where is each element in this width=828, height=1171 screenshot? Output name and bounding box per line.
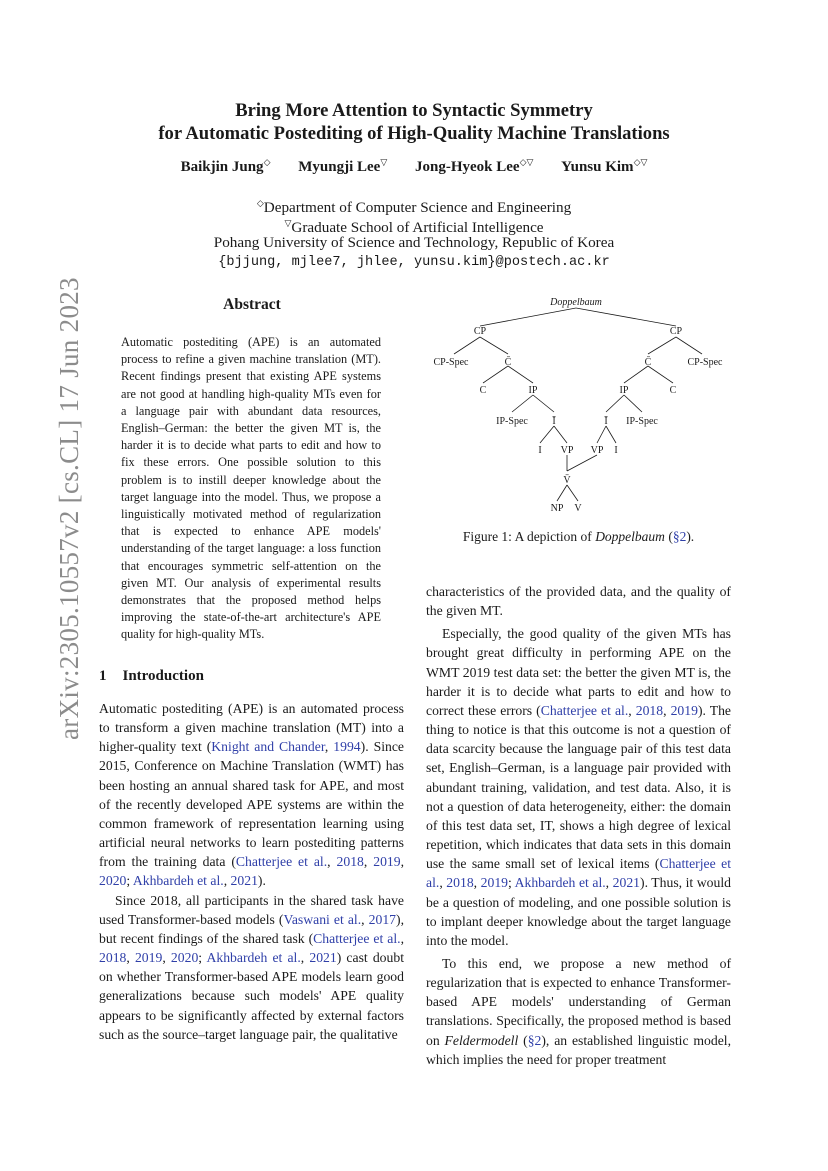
- citation-link[interactable]: Vaswani et al.: [283, 911, 362, 927]
- author: Baikjin Jung◇: [180, 157, 271, 175]
- tree-node-label: C̄: [644, 357, 652, 368]
- paragraph: Especially, the good quality of the given MTs has brought great difficulty in performing APE on the WMT 2019 test data set: the better the given MT is, the harder it is to decide what parts to edit and how to correct these errors (Chatterjee et al., 2018, 2019). The thing to notice is that this outcome is not a question of data scarcity because the language pair of this test data set, English–German, is a language pair provided with abundant training, validation, and test data. Also, it is not a question of data heterogeneity, either: the domain of this test data set, IT, shows a high degree of lexical repetition, which indicates that data sets in this domain use the same small set of lexical items (Chatterjee et al., 2018, 2019; Akhbardeh et al., 2021). Thus, it would be a question of modeling, and one possible solution is to implant deeper knowledge about the target language into the model.: [426, 626, 731, 948]
- section-heading-introduction: 1 Introduction: [99, 668, 204, 684]
- tree-node-label: V̄: [563, 475, 571, 486]
- tree-node-label: CP: [473, 326, 487, 337]
- left-column-body: [99, 699, 404, 1044]
- author-list: [0, 157, 828, 176]
- citation-link[interactable]: 2019: [670, 702, 698, 718]
- right-column-body: [426, 582, 731, 1069]
- doppelbaum-tree-figure: [426, 295, 731, 520]
- tree-node-label: IP-Spec: [626, 416, 658, 427]
- citation-link[interactable]: Chatterjee et al.: [426, 856, 731, 891]
- citation-link[interactable]: 2020: [99, 873, 127, 889]
- abstract-heading: Abstract: [223, 296, 281, 313]
- citation-link[interactable]: 2021: [309, 950, 337, 966]
- tree-node-label: C̄: [504, 357, 512, 368]
- paper-title-line-1: Bring More Attention to Syntactic Symmetry: [235, 100, 593, 121]
- citation-link[interactable]: 2019: [373, 854, 401, 870]
- tree-node-label: I: [614, 445, 618, 456]
- affiliation-department: ◇Department of Computer Science and Engineering: [256, 198, 572, 217]
- tree-node-label: CP: [669, 326, 683, 337]
- tree-node-label: IP: [619, 385, 629, 396]
- tree-node-label: NP: [550, 503, 564, 514]
- tree-node-label: Ī: [552, 416, 556, 427]
- arxiv-identifier: arXiv:2305.10557v2 [cs.CL] 17 Jun 2023: [54, 277, 84, 740]
- citation-link[interactable]: Akhbardeh et al.: [132, 873, 224, 889]
- tree-node-label: CP-Spec: [687, 357, 723, 368]
- tree-node-label: IP-Spec: [496, 416, 528, 427]
- citation-link[interactable]: 1994: [333, 739, 361, 755]
- citation-link[interactable]: Akhbardeh et al.: [514, 875, 606, 891]
- citation-link[interactable]: 2017: [368, 911, 397, 927]
- tree-node-label: VP: [590, 445, 604, 456]
- tree-root-label: Doppelbaum: [550, 297, 602, 308]
- paragraph: Automatic postediting (APE) is an automated process to transform a given machine translation (MT) into a higher-quality text (Knight and Chander, 1994). Since 2015, Conference on Machine Translation (WMT) has been hosting an annual shared task for APE, and most of the recently developed APE systems are within the common framework of representation learning using artificial neural networks to learn postediting patterns from the training data (Chatterjee et al., 2018, 2019, 2020; Akhbardeh et al., 2021).: [99, 701, 405, 889]
- tree-node-label: I: [538, 445, 542, 456]
- paragraph: Since 2018, all participants in the shared task have used Transformer-based models (Vaswani et al., 2017), but recent findings of the shared task (Chatterjee et al., 2018, 2019, 2020; Akhbardeh et al., 2021) cast doubt on whether Transformer-based APE models learn good generalizations because such models' APE quality appears to be significantly affected by external factors such as the source–target language pair, the qualitative: [99, 892, 405, 1042]
- author: Myungji Lee▽: [298, 157, 388, 175]
- tree-node-label: C: [669, 385, 677, 396]
- figure-caption: Figure 1: A depiction of Doppelbaum (§2).: [462, 529, 695, 544]
- abstract-text: Automatic postediting (APE) is an automated process to refine a given machine translation (MT). Recent findings present that existing APE systems are not good at handling high-quality MTs even for a language pair with abundant data resources, English–German: the better the given MT is, the harder it is to decide what parts to edit and how to fix these errors. One possible solution to this problem is to instill deeper knowledge about the target language into the model. Thus, we propose a linguistically motivated method of regularization that is expected to enhance APE models' understanding of the target language: a loss function that encourages symmetric self-attention on the given MT. Our analysis of experimental results demonstrates that the proposed method helps improving the state-of-the-art architecture's APE quality for high-quality MTs.: [121, 335, 381, 642]
- tree-node-label: CP-Spec: [433, 357, 469, 368]
- section-ref-link[interactable]: §2: [527, 1032, 542, 1048]
- citation-link[interactable]: 2019: [134, 950, 163, 966]
- citation-link[interactable]: 2021: [230, 873, 258, 889]
- citation-link[interactable]: 2020: [170, 950, 199, 966]
- citation-link[interactable]: 2018: [99, 950, 127, 966]
- citation-link[interactable]: 2018: [635, 702, 664, 718]
- author-emails: {bjjung, mjlee7, jhlee, yunsu.kim}@postech.ac.kr: [218, 255, 610, 270]
- affiliation-university: Pohang University of Science and Technology, Republic of Korea: [213, 234, 615, 251]
- citation-link[interactable]: 2018: [446, 875, 474, 891]
- citation-link[interactable]: 2019: [480, 875, 508, 891]
- author: Yunsu Kim◇▽: [561, 157, 648, 175]
- paper-title-line-2: for Automatic Postediting of High-Quality Machine Translations: [158, 123, 670, 144]
- tree-node-label: VP: [560, 445, 574, 456]
- tree-edges: [454, 308, 702, 501]
- citation-link[interactable]: Knight and Chander: [211, 739, 325, 755]
- citation-link[interactable]: Chatterjee et al.: [235, 854, 328, 870]
- section-ref-link[interactable]: §2: [672, 529, 687, 544]
- paragraph: To this end, we propose a new method of regularization that is expected to enhance Transformer-based APE models' understanding of German translations. Specifically, the proposed method is based on Feldermodell (§2), an established linguistic model, which implies the need for proper treatment: [426, 955, 732, 1067]
- paragraph: characteristics of the provided data, and the quality of the given MT.: [426, 584, 731, 619]
- tree-node-label: V: [574, 503, 582, 514]
- citation-link[interactable]: 2018: [336, 854, 364, 870]
- citation-link[interactable]: 2021: [612, 875, 641, 891]
- author: Jong-Hyeok Lee◇▽: [414, 157, 534, 175]
- tree-node-label: Ī: [604, 416, 608, 427]
- tree-node-label: IP: [528, 385, 538, 396]
- affiliation-graduate-school: ▽Graduate School of Artificial Intelligence: [284, 218, 544, 237]
- tree-node-label: C: [479, 385, 487, 396]
- citation-link[interactable]: Chatterjee et al.: [313, 930, 401, 946]
- citation-link[interactable]: Akhbardeh et al.: [206, 950, 301, 966]
- citation-link[interactable]: Chatterjee et al.: [540, 702, 629, 718]
